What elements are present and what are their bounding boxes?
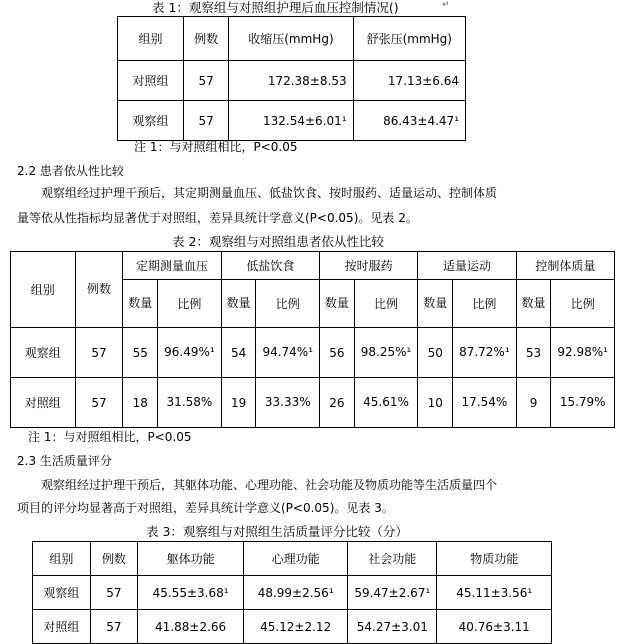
- table2-measure-header: 低盐饮食: [221, 252, 319, 280]
- table2-sub-ratio: 比例: [551, 280, 615, 328]
- table2-header-group: 组别: [11, 252, 76, 328]
- table1-cell: 57: [183, 61, 228, 101]
- table3: [32, 541, 552, 644]
- section22-paragraph-line1: 观察组经过护理干预后，其定期测量血压、低盐饮食、按时服药、适量运动、控制体质: [41, 186, 498, 200]
- table2-cell-count: 50: [418, 328, 453, 378]
- table2-sub-count: 数量: [221, 280, 256, 328]
- section22-heading: 2.2 患者依从性比较: [17, 164, 124, 178]
- table3-header-material: 物质功能: [437, 542, 552, 576]
- table2-cell-ratio: 17.54%: [453, 378, 517, 428]
- table3-cell: 观察组: [33, 576, 91, 610]
- table1-cell: 132.54±6.01¹: [229, 101, 353, 141]
- table2-cell-ratio: 33.33%: [256, 378, 320, 428]
- table2-cell-count: 10: [418, 378, 453, 428]
- table2-row-group: 观察组: [11, 328, 76, 378]
- table2-cell-ratio: 45.61%: [354, 378, 418, 428]
- table2-measure-header: 适量运动: [418, 252, 516, 280]
- table3-header-social: 社会功能: [348, 542, 437, 576]
- table2-sub-ratio: 比例: [354, 280, 418, 328]
- table2-row-count: 57: [75, 328, 123, 378]
- table2-measure-header: 控制体质量: [516, 252, 614, 280]
- table1-header-count: 例数: [183, 17, 228, 61]
- table3-cell: 45.12±2.12: [244, 610, 348, 644]
- section23-heading: 2.3 生活质量评分: [17, 454, 112, 468]
- table2-caption: 表 2：观察组与对照组患者依从性比较: [172, 234, 384, 249]
- section23-paragraph-line2: 项目的评分均显著高于对照组，差异具统计学意义(P<0.05)。见表 3。: [17, 501, 394, 515]
- table2-cell-count: 18: [123, 378, 158, 428]
- table2-cell-ratio: 96.49%¹: [158, 328, 222, 378]
- table3-caption: 表 3：观察组与对照组生活质量评分比较（分）: [146, 524, 408, 539]
- paragraph-mark-icon: ↵: [442, 0, 450, 10]
- table2-cell-count: 19: [221, 378, 256, 428]
- table1-cell: 86.43±4.47¹: [353, 101, 465, 141]
- table2-header-count: 例数: [75, 252, 123, 328]
- table3-cell: 48.99±2.56¹: [244, 576, 348, 610]
- table2-sub-count: 数量: [320, 280, 355, 328]
- table3-cell: 40.76±3.11: [437, 610, 552, 644]
- table2-row-count: 57: [75, 378, 123, 428]
- table2-cell-ratio: 31.58%: [158, 378, 222, 428]
- table1-header-group: 组别: [118, 17, 184, 61]
- table1-header-diastolic: 舒张压(mmHg): [353, 17, 465, 61]
- table1-cell: 对照组: [118, 61, 184, 101]
- table2-cell-count: 55: [123, 328, 158, 378]
- section23-paragraph-line1: 观察组经过护理干预后，其躯体功能、心理功能、社会功能及物质功能等生活质量四个: [41, 478, 498, 492]
- table1: [117, 16, 466, 141]
- table2-cell-count: 53: [516, 328, 551, 378]
- table3-cell: 对照组: [33, 610, 91, 644]
- table3-header-physical: 躯体功能: [138, 542, 244, 576]
- table3-cell: 57: [90, 576, 137, 610]
- table2-measure-header: 定期测量血压: [123, 252, 221, 280]
- section22-paragraph-line2: 量等依从性指标均显著优于对照组，差异具统计学意义(P<0.05)。见表 2。: [17, 211, 418, 225]
- table2-sub-ratio: 比例: [453, 280, 517, 328]
- table2-cell-count: 9: [516, 378, 551, 428]
- table2-measure-header: 按时服药: [320, 252, 418, 280]
- table2-cell-ratio: 92.98%¹: [551, 328, 615, 378]
- table2-row-group: 对照组: [11, 378, 76, 428]
- table2-sub-ratio: 比例: [158, 280, 222, 328]
- table2-note: 注 1：与对照组相比，P<0.05: [28, 430, 192, 444]
- table2-cell-count: 54: [221, 328, 256, 378]
- table2-sub-count: 数量: [516, 280, 551, 328]
- table1-caption: 表 1：观察组与对照组护理后血压控制情况(): [152, 0, 399, 15]
- table3-cell: 54.27±3.01: [348, 610, 437, 644]
- table3-cell: 57: [90, 610, 137, 644]
- table3-cell: 45.55±3.68¹: [138, 576, 244, 610]
- table3-cell: 45.11±3.56¹: [437, 576, 552, 610]
- table2-cell-count: 26: [320, 378, 355, 428]
- table3-header-count: 例数: [90, 542, 137, 576]
- table3-cell: 41.88±2.66: [138, 610, 244, 644]
- table2-cell-ratio: 15.79%: [551, 378, 615, 428]
- table2-sub-ratio: 比例: [256, 280, 320, 328]
- table2: [10, 251, 615, 428]
- table3-cell: 59.47±2.67¹: [348, 576, 437, 610]
- table1-cell: 57: [183, 101, 228, 141]
- table1-header-systolic: 收缩压(mmHg): [229, 17, 353, 61]
- table1-cell: 172.38±8.53: [229, 61, 353, 101]
- table1-cell: 17.13±6.64: [353, 61, 465, 101]
- table2-sub-count: 数量: [123, 280, 158, 328]
- table3-header-group: 组别: [33, 542, 91, 576]
- table2-cell-ratio: 94.74%¹: [256, 328, 320, 378]
- table2-cell-ratio: 87.72%¹: [453, 328, 517, 378]
- table1-note: 注 1：与对照组相比，P<0.05: [134, 140, 298, 154]
- table2-sub-count: 数量: [418, 280, 453, 328]
- table1-cell: 观察组: [118, 101, 184, 141]
- table3-header-psychological: 心理功能: [244, 542, 348, 576]
- table2-cell-count: 56: [320, 328, 355, 378]
- table2-cell-ratio: 98.25%¹: [354, 328, 418, 378]
